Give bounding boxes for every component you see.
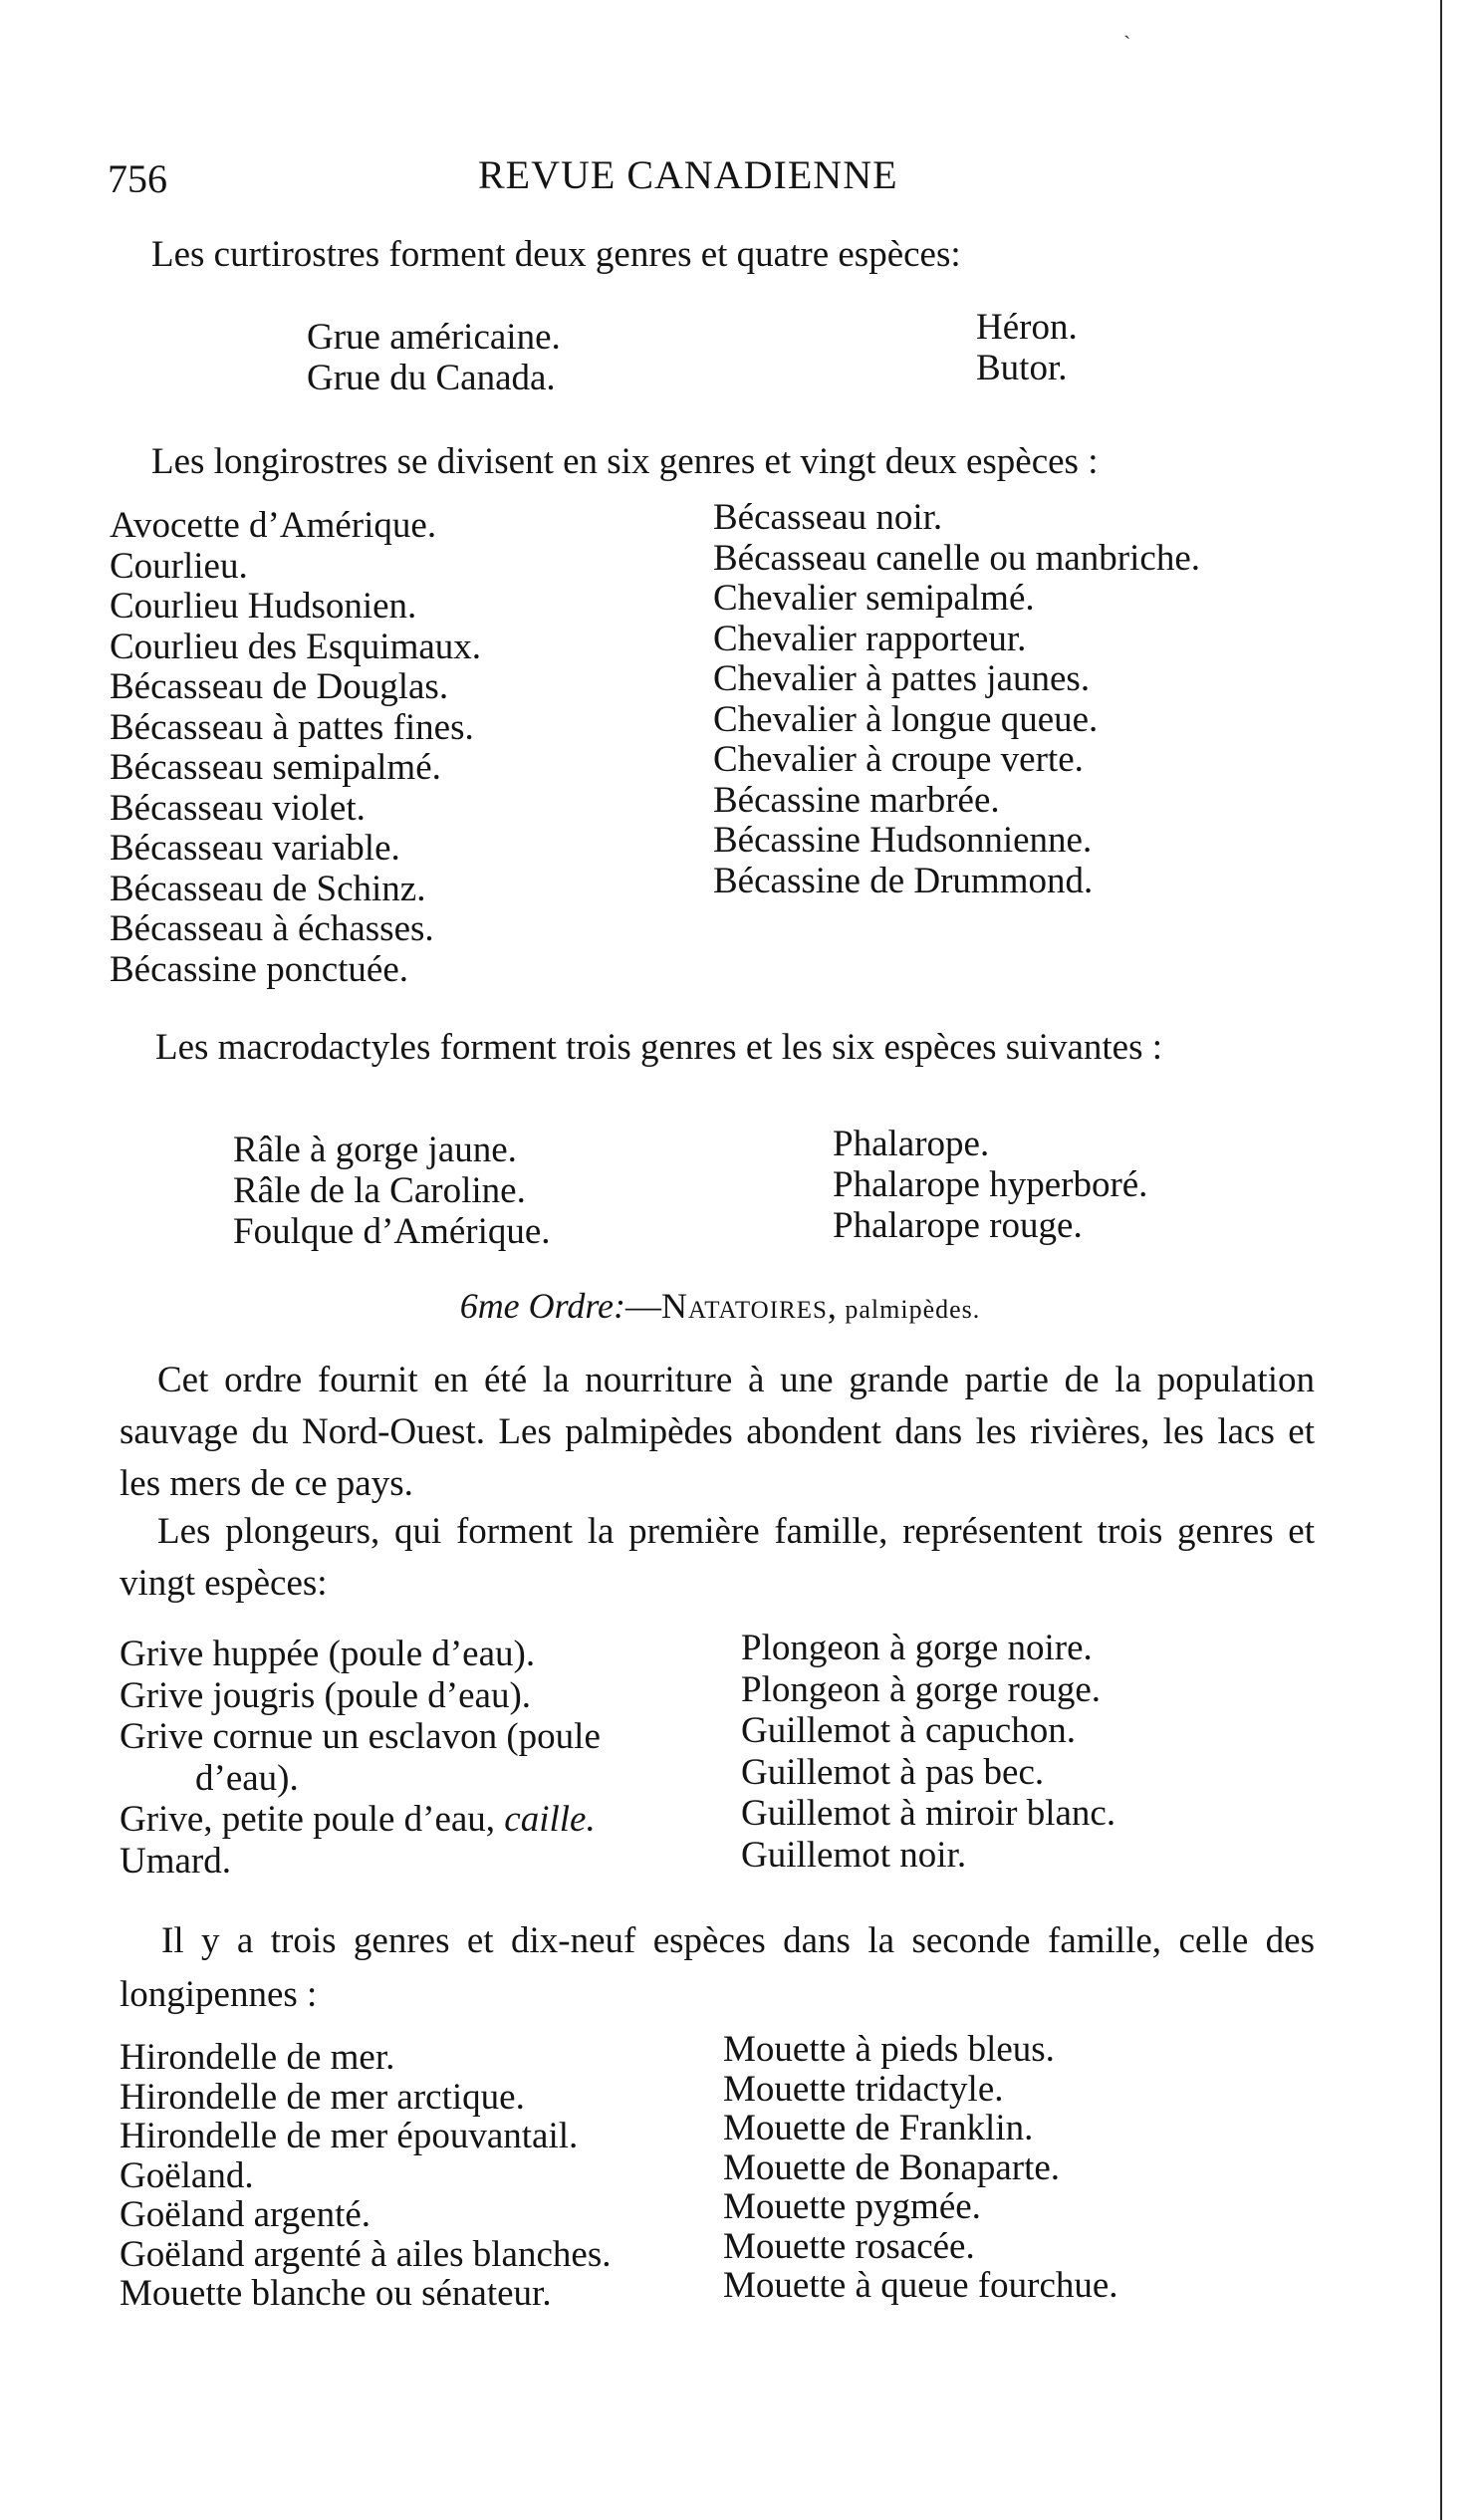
ink-speck: ˎ <box>1123 14 1131 39</box>
list-item: Goëland argenté à ailes blanches. <box>120 2233 612 2275</box>
list-item: Mouette à queue fourchue. <box>723 2265 1118 2306</box>
list-item: Hirondelle de mer arctique. <box>120 2076 525 2118</box>
order-dash: — <box>624 1286 661 1326</box>
list-item: Bécasseau de Douglas. <box>110 666 449 707</box>
list-item: Mouette blanche ou sénateur. <box>120 2273 552 2314</box>
longipennes-list-left <box>120 2038 611 2314</box>
natatoires-paragraph: Cet ordre fournit en été la nourriture à une grande partie de la population sauvage du Nord-Ouest. Les palmipèdes abondent dans les rivières, les lacs et les mers de ce pays. <box>120 1360 1315 1504</box>
running-title: REVUE CANADIENNE <box>478 152 898 197</box>
list-item: Hirondelle de mer épouvantail. <box>120 2116 579 2156</box>
list-item: Plongeon à gorge rouge. <box>741 1668 1102 1710</box>
list-item: Goëland argenté. <box>120 2194 371 2235</box>
list-item: Mouette tridactyle. <box>723 2068 1004 2110</box>
list-item: Bécasseau noir. <box>713 497 943 538</box>
list-item: Grue américaine. <box>307 317 561 358</box>
list-item: Chevalier à croupe verte. <box>713 739 1084 780</box>
plongeurs-list-right <box>741 1628 1115 1876</box>
list-item: Bécassine marbrée. <box>713 779 1000 821</box>
list-item: Bécasseau à échasses. <box>110 908 434 949</box>
list-item: Phalarope. <box>833 1124 990 1164</box>
order-label: 6me Ordre: <box>459 1286 625 1326</box>
list-item: Grive huppée (poule d’eau). <box>120 1634 536 1674</box>
list-item: Mouette de Franklin. <box>723 2108 1034 2148</box>
order-name: Natatoires, <box>660 1286 838 1326</box>
list-item: Avocette d’Amérique. <box>110 505 437 546</box>
list-item: Chevalier semipalmé. <box>713 578 1035 619</box>
page-header <box>0 147 1440 207</box>
macrodactyles-list-right <box>833 1124 1147 1246</box>
list-item-text: Grive, petite poule d’eau, <box>120 1799 505 1840</box>
list-item: Goëland. <box>120 2154 254 2196</box>
list-item: Courlieu. <box>110 545 248 587</box>
list-item: Râle à gorge jaune. <box>233 1130 517 1170</box>
list-item: Héron. <box>976 307 1078 348</box>
list-item: Guillemot à capuchon. <box>741 1710 1076 1751</box>
list-item: Plongeon à gorge noire. <box>741 1628 1093 1668</box>
list-item: Bécasseau canelle ou manbriche. <box>713 537 1200 579</box>
list-item: Courlieu Hudsonien. <box>110 586 417 627</box>
macrodactyles-intro: Les macrodactyles forment trois genres et les six espèces suivantes : <box>155 1027 1163 1068</box>
list-item: Bécasseau de Schinz. <box>110 868 426 909</box>
list-item: Bécasseau variable. <box>110 828 400 869</box>
list-item: Bécassine Hudsonnienne. <box>713 820 1093 861</box>
page-edge-line <box>1440 0 1442 2520</box>
list-item <box>120 1799 601 1841</box>
list-item: Guillemot à pas bec. <box>741 1751 1045 1793</box>
longirostres-list-right <box>713 498 1200 901</box>
list-item: Butor. <box>976 348 1068 388</box>
order-heading <box>0 1285 1440 1327</box>
list-item: Grive jougris (poule d’eau). <box>120 1674 532 1716</box>
list-item: Mouette rosacée. <box>723 2225 975 2267</box>
list-item: Râle de la Caroline. <box>233 1170 526 1211</box>
list-item: Grive cornue un esclavon (poule <box>120 1716 601 1757</box>
macrodactyles-list-left <box>233 1130 551 1252</box>
list-item: Chevalier rapporteur. <box>713 618 1027 659</box>
plongeurs-paragraph: Les plongeurs, qui forment la première famille, représentent trois genres et vingt espèces: <box>120 1511 1315 1604</box>
list-item: Courlieu des Esquimaux. <box>110 626 482 667</box>
list-item: d’eau). <box>195 1757 299 1799</box>
list-item: Bécasseau semipalmé. <box>110 747 441 788</box>
list-item: Umard. <box>120 1840 231 1882</box>
page-number: 756 <box>108 156 167 201</box>
list-item-italic: caille. <box>504 1799 596 1840</box>
list-item: Hirondelle de mer. <box>120 2037 395 2078</box>
list-item: Mouette de Bonaparte. <box>723 2146 1061 2188</box>
list-item: Mouette à pieds bleus. <box>723 2029 1055 2070</box>
list-item: Phalarope rouge. <box>833 1205 1083 1246</box>
list-item: Guillemot noir. <box>741 1834 967 1876</box>
list-item: Bécassine de Drummond. <box>713 860 1094 901</box>
longipennes-list-right <box>723 2030 1118 2306</box>
list-item: Bécasseau violet. <box>110 787 366 829</box>
list-item: Mouette pygmée. <box>723 2186 981 2227</box>
list-item: Grue du Canada. <box>307 358 556 398</box>
list-item: Chevalier à longue queue. <box>713 698 1099 740</box>
longirostres-list-left <box>110 506 481 990</box>
list-item: Phalarope hyperboré. <box>833 1164 1148 1205</box>
list-item: Guillemot à miroir blanc. <box>741 1793 1116 1834</box>
curtirostres-list-right <box>976 307 1078 388</box>
order-subname: palmipèdes. <box>837 1295 981 1324</box>
list-item: Bécasseau à pattes fines. <box>110 706 474 748</box>
longirostres-intro: Les longirostres se divisent en six genres et vingt deux espèces : <box>151 441 1099 482</box>
list-item: Bécassine ponctuée. <box>110 948 408 990</box>
curtirostres-list-left <box>307 317 561 398</box>
curtirostres-intro: Les curtirostres forment deux genres et quatre espèces: <box>151 234 961 275</box>
list-item: Foulque d’Amérique. <box>233 1211 551 1252</box>
list-item: Chevalier à pattes jaunes. <box>713 658 1091 699</box>
longipennes-intro: Il y a trois genres et dix-neuf espèces dans la seconde famille, celle des longipennes : <box>120 1920 1315 2015</box>
plongeurs-list-left <box>120 1634 601 1882</box>
